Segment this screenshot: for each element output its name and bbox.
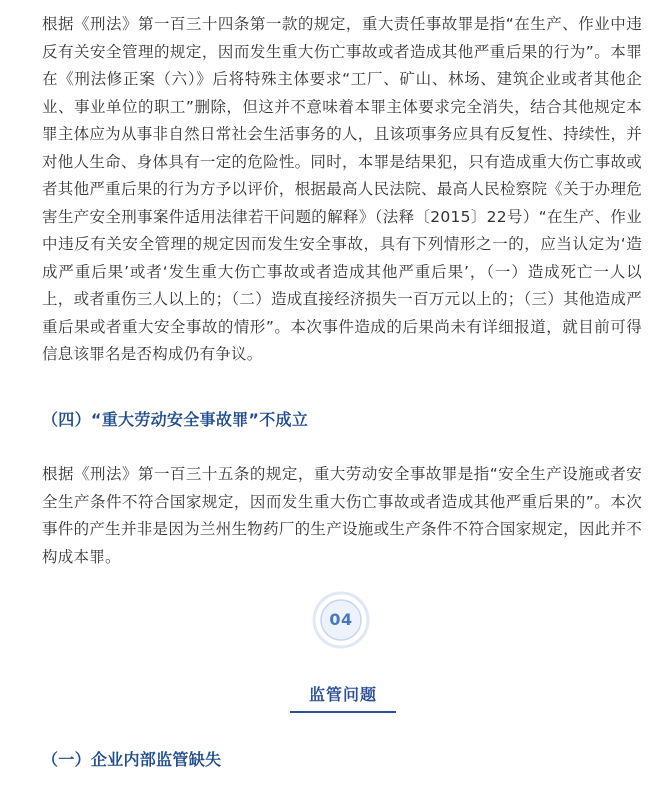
paragraph-criminal-liability: 根据《刑法》第一百三十四条第一款的规定，重大责任事故罪是指“在生产、作业中违反有关安全管理的规定，因而发生重大伤亡事故或者造成其他严重后果的行为”。本罪在《刑法修正案（六）》后将特殊主体要求“工厂、矿山、林场、建筑企业或者其他企业、事业单位的职工”删除，但这并不意味着本罪主体要求完全消失，结合其他规定本罪主体应为从事非自然日常社会生活事务的人，且该项事务应具有反复性、持续性，并对他人生命、身体具有一定的危险性。同时，本罪是结果犯，只有造成重大伤亡事故或者其他严重后果的行为方予以评价，根据最高人民法院、最高人民检察院《关于办理危害生产安全刑事案件适用法律若干问题的解释》（法释〔2015〕22号）“在生产、作业中违反有关安全管理的规定因而发生安全事故，具有下列情形之一的，应当认定为‘造成严重后果’或者‘发生重大伤亡事故或者造成其他严重后果’，（一）造成死亡一人以上，或者重伤三人以上的；（二）造成直接经济损失一百万元以上的；（三）其他造成严重后果或者重大安全事故的情形”。本次事件造成的后果尚未有详细报道，就目前可得信息该罪名是否构成仍有争议。 [42,15,642,363]
paragraph-labor-safety: 根据《刑法》第一百三十五条的规定，重大劳动安全事故罪是指“安全生产设施或者安全生产条件不符合国家规定，因而发生重大伤亡事故或者造成其他严重后果的”。本次事件的产生并非是因为兰州生物药厂的生产设施或生产条件不符合国家规定，因此并不构成本罪。 [42,465,642,566]
section-title-underline [290,711,396,713]
subheading-labor-safety-crime: （四）“重大劳动安全事故罪”不成立 [42,410,309,429]
subheading-internal-supervision: （一）企业内部监管缺失 [42,750,222,769]
section-title: 监管问题 [308,685,377,704]
section-number-badge [311,590,371,650]
section-number: 04 [329,610,353,629]
